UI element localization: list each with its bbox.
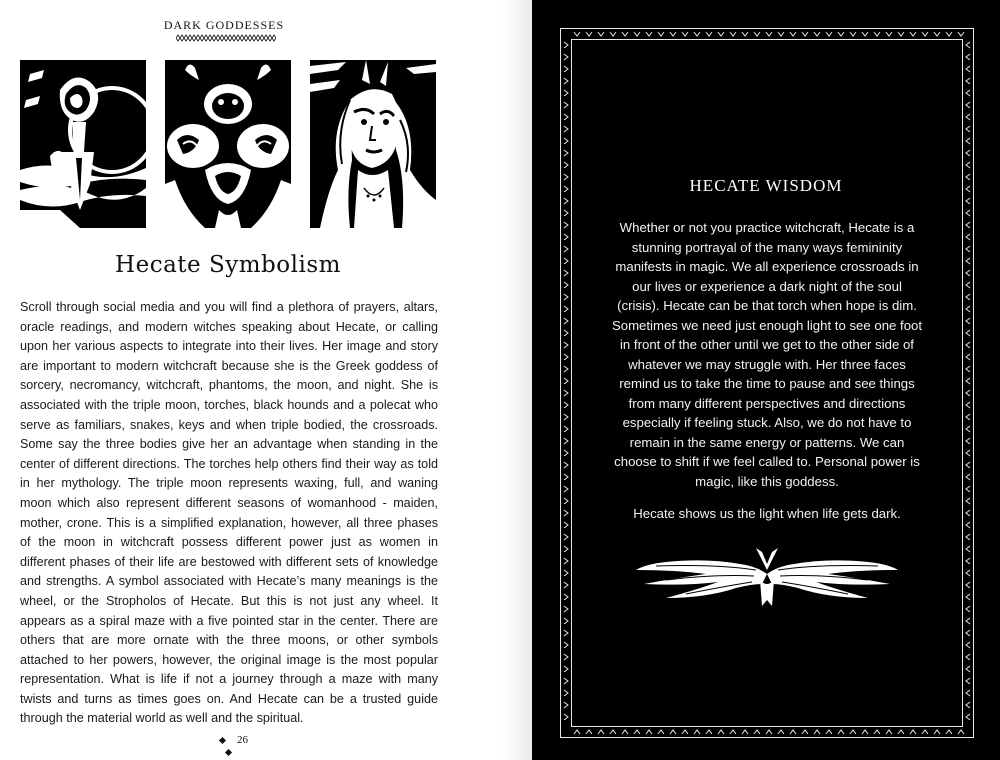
diamond-ornament-icon bbox=[219, 737, 226, 744]
page-number bbox=[198, 734, 258, 758]
horned-goddess-illustration bbox=[310, 60, 436, 228]
winged-ornament-icon bbox=[636, 544, 898, 608]
sidebar-text: Whether or not you practice witchcraft, Hecate is a stunning portrayal of the many ways femininity manifests in magic. We all experience crossroads in our lives or experience a dark night of the soul (crisis). Hecate can be that torch when hope is dim. Sometimes we need just enough light to see one foot in front of the other until we get to the other side of whatever we may struggle with. Her three faces remind us to take the time to pause and see things from many different perspectives and directions especially if feeling stuck. Also, we do not have to remain in the same energy or patterns. We can choose to shift if we feel called to. Personal power is magic, like this goddess. bbox=[611, 220, 923, 489]
right-page-sidebar bbox=[532, 0, 1000, 760]
running-head: DARK GODDESSES bbox=[163, 18, 285, 32]
torch-hand-illustration bbox=[20, 60, 146, 228]
diamond-ornament-icon bbox=[224, 749, 231, 756]
running-head-ornament bbox=[176, 34, 276, 42]
sidebar-closing-text: Hecate shows us the light when life gets dark. bbox=[633, 506, 901, 521]
body-text: Scroll through social media and you will find a plethora of prayers, altars, oracle readings, and modern witches speaking about Hecate, or calling upon her various aspects to integrate into their lives. Her image and story are important to modern witchcraft because she is the Greek goddess of sorcery, necromancy, witchcraft, phantoms, the moon, and night. She is associated with the triple moon, torches, black hounds and a polecat who serve as familiars, snakes, keys and when triple bodied, the crossroads. Some say the three bodies give her an advantage when standing in the center of different directions. The torches help others find their way as told in her mythology. The triple moon represents waxing, full, and waning moon which also represent different seasons of womanhood - maiden, mother, crone. This is a simplified explanation, however, all three phases of the moon in witchcraft possess different power just as women in different phases of their life are bestowed with different sets of knowledge and strengths. A symbol associated with Hecate’s many meanings is the wheel, or the Stropholos of Hecate. But this is not just any wheel. It appears as a spiral maze with a five pointed star in the center. There are others that are more ornate with the three moons, or other symbols attached to her powers, however, the original image is the most popular representation. What is life if not a journey through a maze with many twists and turns as times goes on. And Hecate can be a trusted guide through the material world as well and the spiritual. bbox=[20, 300, 438, 726]
page-number-label: 26 bbox=[237, 734, 248, 746]
page-gutter-shadow bbox=[500, 0, 532, 760]
three-hounds-illustration bbox=[165, 60, 291, 228]
sidebar-title: HECATE WISDOM bbox=[689, 176, 843, 195]
section-title: Hecate Symbolism bbox=[115, 252, 341, 278]
